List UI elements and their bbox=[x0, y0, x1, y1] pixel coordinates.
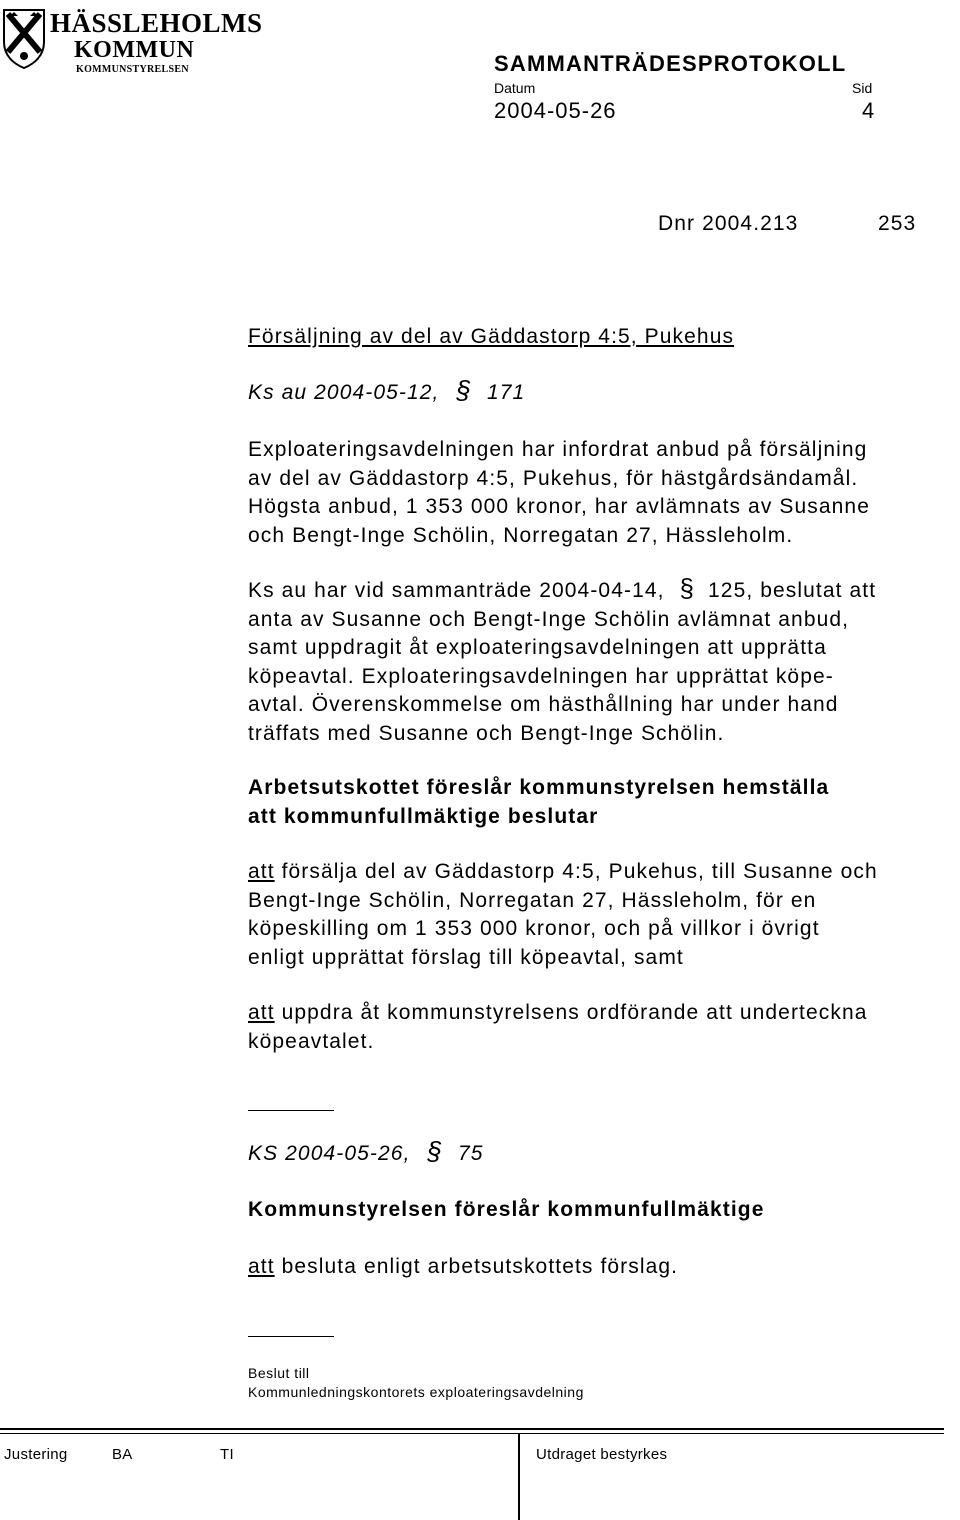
text-line: och Bengt-Inge Schölin, Norregatan 27, Hässleholm. bbox=[248, 523, 794, 547]
section-sign: § bbox=[679, 573, 696, 603]
text-line: köpeskilling om 1 353 000 kronor, och på villkor i övrigt bbox=[248, 917, 820, 940]
date-label: Datum bbox=[494, 80, 536, 96]
footer-initials-1: BA bbox=[112, 1446, 133, 1463]
text-line: enligt upprättat förslag till köpeavtal, samt bbox=[248, 945, 684, 969]
municipality-logo bbox=[2, 4, 263, 78]
logo-text-line3: KOMMUNSTYRELSEN bbox=[76, 64, 189, 75]
reference-text: Ks au 2004-05-12, bbox=[248, 381, 440, 404]
paragraph-number: 253 bbox=[878, 212, 917, 235]
paragraph-ks-au-decision bbox=[248, 573, 960, 748]
text-line: Bengt-Inge Schölin, Norregatan 27, Hässleholm, för en bbox=[248, 888, 817, 912]
text-line: samt uppdragit åt exploateringsavdelningen att upprätta bbox=[248, 636, 827, 659]
separator-dash bbox=[248, 1336, 334, 1337]
logo-text-line2: KOMMUN bbox=[74, 37, 195, 63]
text-line: av del av Gäddastorp 4:5, Pukehus, för hästgårdsändamål. bbox=[248, 466, 859, 490]
text-line bbox=[248, 999, 960, 1028]
text-fragment: besluta enligt arbetsutskottets förslag. bbox=[274, 1255, 679, 1278]
heading-line: att kommunfullmäktige beslutar bbox=[248, 804, 599, 828]
att-keyword: att bbox=[248, 1001, 275, 1024]
att-keyword: att bbox=[248, 1255, 275, 1278]
text-fragment: uppdra åt kommunstyrelsens ordförande att underteckna bbox=[274, 1001, 868, 1024]
proposal-heading bbox=[248, 774, 960, 831]
att-keyword: att bbox=[248, 860, 275, 883]
text-line bbox=[248, 573, 960, 606]
decision-att-1 bbox=[248, 858, 960, 972]
logo-text-line1: HÄSSLEHOLMS bbox=[50, 8, 263, 38]
text-fragment: 125, beslutat att bbox=[708, 579, 877, 602]
text-line: köpeavtalet. bbox=[248, 1029, 375, 1053]
date-value: 2004-05-26 bbox=[494, 98, 617, 123]
footer-utdraget-label: Utdraget bestyrkes bbox=[536, 1446, 668, 1463]
coat-of-arms-icon bbox=[2, 8, 46, 70]
ks-proposal-heading: Kommunstyrelsen föreslår kommunfullmäktige bbox=[248, 1198, 765, 1221]
distribution-label: Beslut till bbox=[248, 1365, 310, 1381]
heading-line: Arbetsutskottet föreslår kommunstyrelsen hemställa bbox=[248, 776, 830, 799]
text-line: köpeavtal. Exploateringsavdelningen har upprättat köpe- bbox=[248, 664, 834, 688]
text-line: Exploateringsavdelningen har infordrat anbud på försäljning bbox=[248, 438, 868, 461]
footer-rule bbox=[0, 1428, 944, 1430]
section-sign: § bbox=[427, 1136, 444, 1166]
footer-divider bbox=[518, 1433, 520, 1520]
text-line: anta av Susanne och Bengt-Inge Schölin avlämnat anbud, bbox=[248, 607, 850, 631]
page-label: Sid bbox=[852, 80, 873, 96]
reference-ks-au bbox=[248, 375, 526, 407]
text-line: avtal. Överenskommelse om hästhållning har under hand bbox=[248, 693, 839, 716]
text-fragment: Ks au har vid sammanträde 2004-04-14, bbox=[248, 579, 665, 602]
paragraph-background bbox=[248, 436, 960, 550]
reference-number: 171 bbox=[486, 381, 526, 404]
text-fragment: försälja del av Gäddastorp 4:5, Pukehus, till Susanne och bbox=[274, 860, 878, 883]
decision-att-2 bbox=[248, 999, 960, 1056]
text-line: Högsta anbud, 1 353 000 kronor, har avlämnats av Susanne bbox=[248, 495, 870, 518]
reference-text: KS 2004-05-26, bbox=[248, 1142, 411, 1165]
footer-justering-label: Justering bbox=[4, 1446, 68, 1463]
page-value: 4 bbox=[862, 98, 876, 123]
reference-number: 75 bbox=[457, 1142, 484, 1165]
separator-dash bbox=[248, 1110, 334, 1111]
section-title: Försäljning av del av Gäddastorp 4:5, Pukehus bbox=[248, 325, 735, 348]
dnr-label: Dnr 2004.213 bbox=[658, 212, 799, 235]
text-line: träffats med Susanne och Bengt-Inge Schölin. bbox=[248, 721, 725, 745]
reference-ks bbox=[248, 1136, 484, 1168]
distribution-recipient: Kommunledningskontorets exploateringsavdelning bbox=[248, 1384, 584, 1400]
document-title: SAMMANTRÄDESPROTOKOLL bbox=[494, 51, 847, 76]
footer-initials-2: TI bbox=[220, 1446, 234, 1463]
footer-rule bbox=[0, 1433, 944, 1434]
decision-att-3 bbox=[248, 1253, 678, 1281]
section-sign: § bbox=[456, 375, 472, 405]
text-line bbox=[248, 858, 960, 887]
